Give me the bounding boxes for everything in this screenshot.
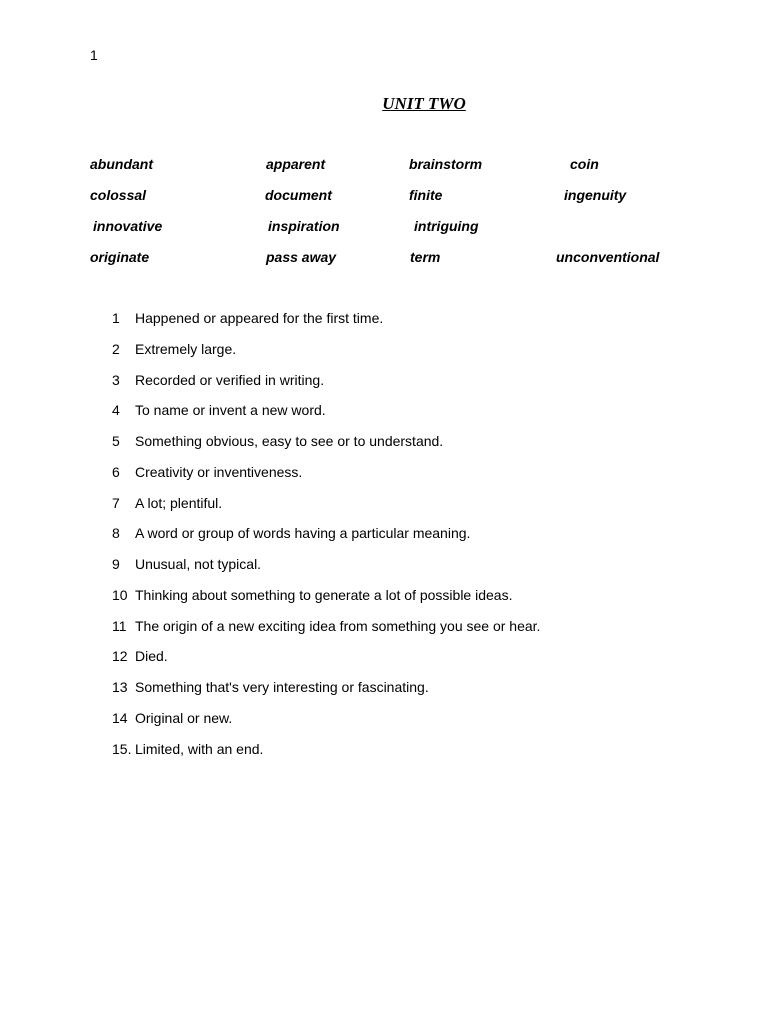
list-item: [112, 341, 236, 357]
item-text: Unusual, not typical.: [135, 556, 262, 572]
list-item: [112, 495, 222, 511]
item-number: 1: [112, 310, 120, 326]
item-number: 15.: [112, 741, 132, 757]
list-item: [112, 556, 261, 572]
item-number: 6: [112, 464, 120, 480]
list-item: [112, 648, 168, 664]
word-brainstorm: brainstorm: [409, 156, 483, 172]
item-number: 5: [112, 433, 120, 449]
item-number: 12: [112, 648, 128, 664]
word-document: document: [265, 187, 332, 203]
item-text: Something that's very interesting or fascinating.: [135, 679, 429, 695]
item-number: 8: [112, 525, 120, 541]
word-ingenuity: ingenuity: [564, 187, 627, 203]
list-item: [112, 587, 512, 603]
item-number: 2: [112, 341, 120, 357]
list-item: [112, 741, 263, 757]
word-innovative: innovative: [93, 218, 163, 234]
list-item: [112, 525, 470, 541]
item-text: Thinking about something to generate a lot of possible ideas.: [135, 587, 513, 603]
word-intriguing: intriguing: [414, 218, 479, 234]
item-text: Extremely large.: [135, 341, 237, 357]
item-text: Recorded or verified in writing.: [135, 372, 325, 388]
item-number: 14: [112, 710, 128, 726]
item-number: 3: [112, 372, 120, 388]
item-number: 11: [112, 618, 127, 634]
item-number: 4: [112, 402, 120, 418]
item-number: 10: [112, 587, 128, 603]
item-text: A lot; plentiful.: [135, 495, 223, 511]
page-number: 1: [90, 47, 98, 63]
item-number: 13: [112, 679, 128, 695]
list-item: [112, 372, 324, 388]
item-text: Original or new.: [135, 710, 233, 726]
item-text: The origin of a new exciting idea from something you see or hear.: [135, 618, 541, 634]
list-item: [112, 310, 383, 326]
item-text: Happened or appeared for the first time.: [135, 310, 384, 326]
word-originate: originate: [90, 249, 150, 265]
item-text: Creativity or inventiveness.: [135, 464, 303, 480]
word-coin: coin: [570, 156, 599, 172]
word-colossal: colossal: [90, 187, 147, 203]
item-number: 9: [112, 556, 120, 572]
word-unconventional: unconventional: [556, 249, 660, 265]
list-item: [112, 433, 443, 449]
item-number: 7: [112, 495, 120, 511]
list-item: [112, 402, 326, 418]
item-text: Limited, with an end.: [135, 741, 264, 757]
word-pass-away: pass away: [266, 249, 337, 265]
list-item: [112, 710, 232, 726]
list-item: [112, 679, 429, 695]
word-inspiration: inspiration: [268, 218, 340, 234]
item-text: Died.: [135, 648, 168, 664]
word-apparent: apparent: [266, 156, 326, 172]
list-item: [112, 618, 540, 634]
item-text: A word or group of words having a particular meaning.: [135, 525, 471, 541]
word-finite: finite: [409, 187, 443, 203]
word-term: term: [410, 249, 441, 265]
list-item: [112, 464, 302, 480]
item-text: To name or invent a new word.: [135, 402, 326, 418]
word-abundant: abundant: [90, 156, 153, 172]
item-text: Something obvious, easy to see or to understand.: [135, 433, 444, 449]
page-title: UNIT TWO: [382, 94, 466, 113]
